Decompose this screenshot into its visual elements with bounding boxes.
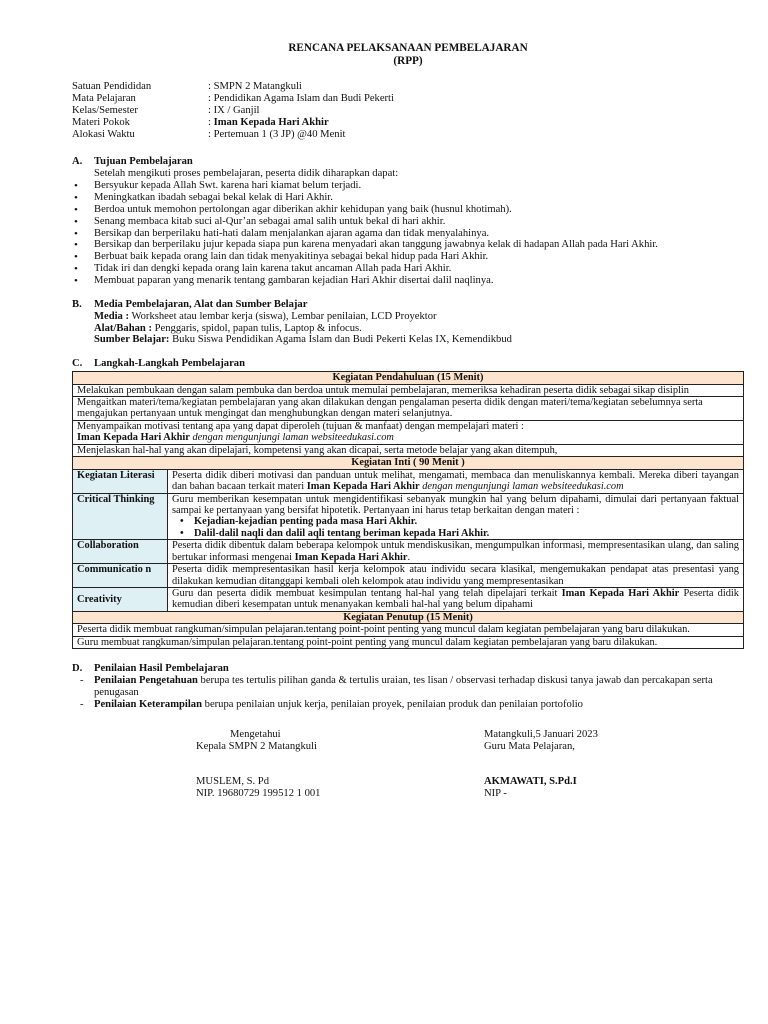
info-value: : SMPN 2 Matangkuli [208,81,302,93]
media-label: Media : [94,310,130,322]
info-value: : Pendidikan Agama Islam dan Budi Pekerti [208,92,394,104]
objective-item: • Berdoa untuk memohon pertolongan agar diberikan akhir kehidupan yang baik (husnul khotimah). [94,204,744,216]
media-block [94,311,744,347]
section-title: Media Pembelajaran, Alat dan Sumber Belajar [94,298,308,310]
objective-item: • Membuat paparan yang menarik tentang gambaran kejadian Hari Akhir disertai dalil naqlinya. [94,275,744,287]
literasi-cell [168,469,744,493]
info-label: Alokasi Waktu [72,128,135,140]
media-value: Worksheet atau lembar kerja (siswa), Lembar penilaian, LCD Proyektor [129,310,437,322]
doc-subtitle: (RPP) [393,54,423,67]
item-bold: Penilaian Keterampilan [94,698,202,710]
section-number: C. [72,358,83,370]
cell-text: Peserta didik dibentuk dalam beberapa kelompok untuk mendiskusikan, mengumpulkan informasi, mempresentasikan ulang, dan saling bertukar informasi mengenai [172,540,739,563]
creativity-label: Creativity [73,588,168,612]
list-item [94,699,744,711]
pendahuluan-step: Melakukan pembukaan dengan salam pembuka dan berdoa untuk memulai pembelajaran, memeriksa kehadiran peserta didik sebagai sikap disiplin [73,384,744,396]
info-label: Satuan Pendididan [72,81,152,93]
document [72,40,744,809]
doc-title: RENCANA PELAKSANAAN PEMBELAJARAN [288,42,528,54]
objective-item: • Bersyukur kepada Allah Swt. karena hari kiamat belum terjadi. [94,180,744,192]
info-label: Materi Pokok [72,116,130,128]
sumber-line [94,334,744,346]
section-d-heading [72,663,744,675]
cell-bold: Iman Kepada Hari Akhir [561,588,680,600]
cell-bold: Iman Kepada Hari Akhir [306,481,420,493]
cell-bold: Iman Kepada Hari Akhir [294,551,408,563]
cell-text: Peserta didik kemudian diberi kesempatan untuk menanyakan kembali hal-hal yang belum dipahami [172,588,739,611]
item-text: berupa penilaian unjuk kerja, penilaian proyek, penilaian produk dan penilaian portofolio [202,698,583,710]
penutup-header: Kegiatan Penutup (15 Menit) [73,611,744,623]
alat-label: Alat/Bahan : [94,322,152,334]
cell-text: Guru memberikan kesempatan untuk mengidentifikasi sebanyak mungkin hal yang belum dipahami, dimulai dari pertanyaan faktual sampai ke pertanyaan yang bersifat hipotetik. Pertanyaan ini harus tetap berkaitan dengan materi : [172,493,739,516]
section-c-heading [72,358,744,370]
objective-item: • Berbuat baik kepada orang lain dan tidak menyakitinya sebagai bekal hidup pada Hari Akhir. [94,251,744,263]
penutup-step: Guru membuat rangkuman/simpulan pelajaran.tentang point-point penting yang muncul dalam kegiatan pembelajaran yang baru dilakukan. [73,636,744,648]
section-title: Tujuan Pembelajaran [94,156,193,168]
signature-block [72,729,744,809]
section-b-heading [72,299,744,311]
section-a-heading [72,156,744,168]
objective-item: • Senang membaca kitab suci al-Qur’an sebagai amal salih untuk bekal di hari akhir. [94,216,744,228]
steps-table [72,371,744,649]
sign-right-line2: Guru Mata Pelajaran, [484,740,575,752]
section-number: D. [72,663,83,675]
info-value: : IX / Ganjil [208,104,260,116]
pendahuluan-header: Kegiatan Pendahuluan (15 Menit) [73,372,744,384]
objective-item: • Tidak iri dan dengki kepada orang lain karena takut ancaman Allah pada Hari Akhir. [94,263,744,275]
critical-list [172,516,739,539]
creativity-cell [168,588,744,612]
objective-item: • Bersikap dan berperilaku hati-hati dalam menjalankan ajaran agama dan tidak menyalahinya. [94,228,744,240]
sumber-label: Sumber Belajar: [94,334,170,346]
objective-item: • Bersikap dan berperilaku jujur kepada siapa pun karena menyadari akan tanggung jawabnya kelak di hadapan Allah pada Hari Akhir. [94,239,744,251]
item-bold: Penilaian Pengetahuan [94,675,198,687]
critical-cell [168,493,744,540]
step-bold: Iman Kepada Hari Akhir [77,432,190,444]
info-value [208,117,744,129]
cell-italic: dengan mengunjungi laman websiteedukasi.com [419,481,624,493]
sign-right-nip: NIP - [484,787,507,799]
cell-text: Guru dan peserta didik membuat kesimpulan tentang hal-hal yang telah dipelajari terkait [172,588,562,600]
section-number: B. [72,298,82,310]
info-prefix: : [208,116,214,128]
inti-header: Kegiatan Inti ( 90 Menit ) [73,457,744,469]
cell-text: . [407,551,411,563]
info-value: : Pertemuan 1 (3 JP) @40 Menit [208,128,346,140]
sign-right-line1: Matangkuli,5 Januari 2023 [484,728,598,740]
item-text: berupa tes tertulis pilihan ganda & tertulis uraian, tes lisan / observasi terhadap diskusi tanya jawab dan percakapan serta penugasan [94,675,713,698]
alat-value: Penggaris, spidol, papan tulis, Laptop & infocus. [151,322,362,334]
materi-pokok-value: Iman Kepada Hari Akhir [213,116,329,128]
section-number: A. [72,156,83,168]
list-item [94,675,744,699]
pendahuluan-step [73,420,744,444]
list-item: • Dalil-dalil naqli dan dalil aqli tentang beriman kepada Hari Akhir. [194,528,739,539]
literasi-label: Kegiatan Literasi [73,469,168,493]
info-label: Mata Pelajaran [72,92,136,104]
sign-left-nip: NIP. 19680729 199512 1 001 [196,787,321,799]
pendahuluan-step: Menjelaskan hal-hal yang akan dipelajari, kompetensi yang akan dicapai, serta metode belajar yang akan ditempuh, [73,444,744,456]
cell-text: Peserta didik diberi motivasi dan panduan untuk melihat, mengamati, membaca dan menuliskannya kembali. Mereka diberi tayangan dan bahan bacaan terkait materi [172,469,739,493]
objectives-list [72,180,744,287]
communication-cell: Peserta didik mempresentasikan hasil kerja kelompok atau individu secara klasikal, mengemukakan pendapat atas presentasi yang dilakukan kemudian ditanggapi kembali oleh kelompok atau individu yang mempresentasikan [168,564,744,588]
section-title: Penilaian Hasil Pembelajaran [94,663,229,675]
sign-left-name: MUSLEM, S. Pd [196,775,269,787]
alat-line [94,323,744,335]
collaboration-cell [168,540,744,564]
section-a-intro: Setelah mengikuti proses pembelajaran, peserta didik diharapkan dapat: [94,168,399,180]
section-title: Langkah-Langkah Pembelajaran [94,358,245,370]
sumber-value: Buku Siswa Pendidikan Agama Islam dan Budi Pekerti Kelas IX, Kemendikbud [169,334,512,346]
sign-left-line2: Kepala SMPN 2 Matangkuli [196,740,317,752]
penutup-step: Peserta didik membuat rangkuman/simpulan pelajaran.tentang point-point penting yang muncul dalam kegiatan pembelajaran yang baru dilakukan. [73,624,744,636]
identity-block [72,81,744,140]
sign-left-line1: Mengetahui [230,728,281,740]
step-italic: dengan mengunjungi laman websiteedukasi.com [189,432,394,444]
media-line [94,311,744,323]
communication-label: Communicatio n [73,564,168,588]
assessment-list [72,675,744,711]
info-label: Kelas/Semester [72,104,138,116]
critical-label: Critical Thinking [73,493,168,540]
list-item: • Kejadian-kejadian penting pada masa Hari Akhir. [194,516,739,527]
collaboration-label: Collaboration [73,540,168,564]
pendahuluan-step: Mengaitkan materi/tema/kegiatan pembelajaran yang akan dilakukan dengan pengalaman peserta didik dengan materi/tema/kegiatan sebelumnya serta mengajukan pertanyaan untuk mengingat dan menghubungkan dengan materi selanjutnya. [73,397,744,421]
sign-right-name: AKMAWATI, S.Pd.I [484,775,577,787]
step-text: Menyampaikan motivasi tentang apa yang dapat diperoleh (tujuan & manfaat) dengan mempelajari materi : [77,420,524,432]
objective-item: • Meningkatkan ibadah sebagai bekal kelak di Hari Akhir. [94,192,744,204]
